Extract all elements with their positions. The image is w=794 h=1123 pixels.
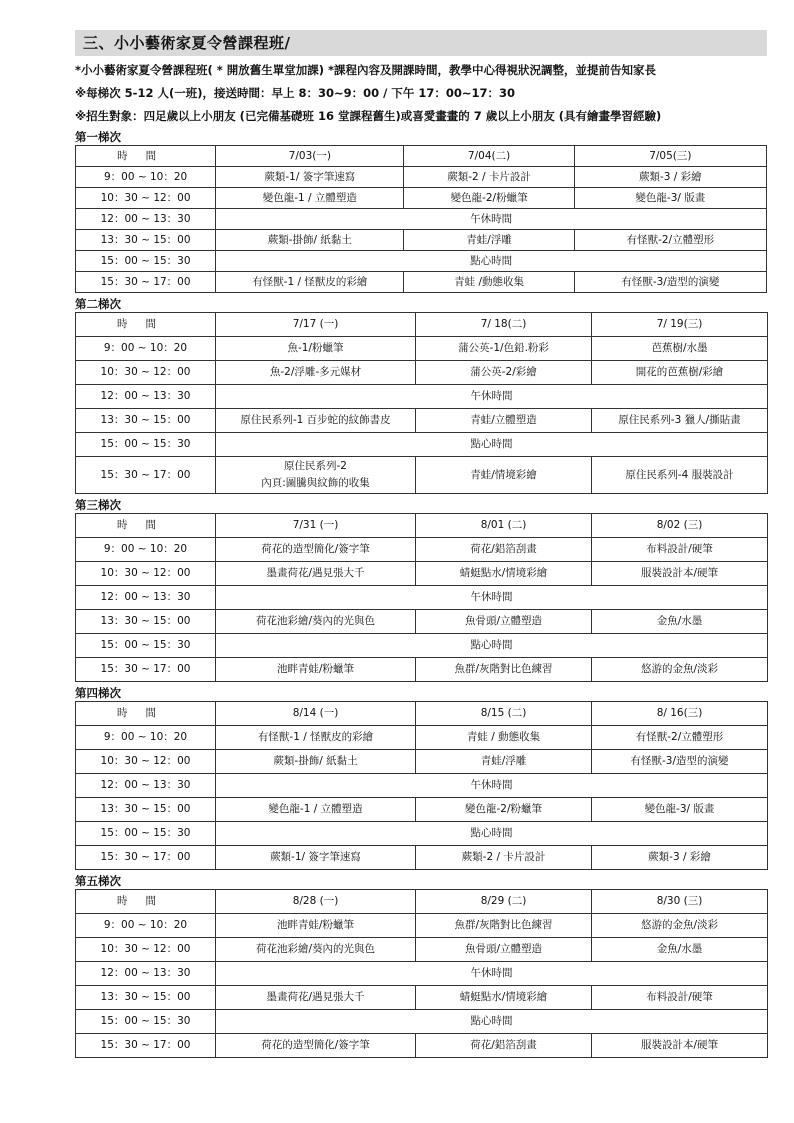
class-cell: 墨畫荷花/遇見張大千 [216, 562, 416, 586]
time-slot: 15：30 ~ 17：00 [76, 846, 216, 870]
class-cell: 魚群/灰階對比色練習 [416, 914, 592, 938]
class-cell: 青蛙/立體塑造 [416, 409, 592, 433]
tier-label: 第一梯次 [75, 130, 121, 144]
table-row [76, 586, 768, 610]
table-row [76, 798, 768, 822]
class-cell: 金魚/水墨 [592, 610, 768, 634]
date-column-header: 8/15 (二) [416, 702, 592, 726]
class-cell: 蕨類-3 / 彩繪 [574, 167, 766, 188]
time-slot: 10：30 ~ 12：00 [76, 361, 216, 385]
break-cell: 午休時間 [216, 962, 768, 986]
note-line: *小小藝術家夏令營課程班( * 開放舊生單堂加課) *課程內容及開課時間，教學中心得視狀況調整，並提前告知家長 [75, 63, 657, 77]
class-cell: 金魚/水墨 [592, 938, 768, 962]
date-column-header: 7/17 (一) [216, 313, 416, 337]
tier-label: 第三梯次 [75, 498, 121, 512]
date-column-header: 8/28 (一) [216, 890, 416, 914]
time-slot: 9：00 ~ 10：20 [76, 337, 216, 361]
break-cell: 午休時間 [216, 774, 768, 798]
schedule-table [75, 701, 768, 870]
time-slot: 10：30 ~ 12：00 [76, 750, 216, 774]
class-cell: 荷花池彩繪/葵內的光與色 [216, 938, 416, 962]
table-row [76, 188, 767, 209]
table-header-row [76, 313, 768, 337]
class-cell: 荷花/鋁箔刮畫 [416, 538, 592, 562]
time-slot: 13：30 ~ 15：00 [76, 230, 216, 251]
class-cell: 有怪獸-1 / 怪獸皮的彩繪 [216, 726, 416, 750]
class-cell: 原住民系列-4 服裝設計 [592, 457, 768, 494]
class-cell: 魚-1/粉蠟筆 [216, 337, 416, 361]
time-column-header: 時間 [76, 514, 216, 538]
table-header-row [76, 702, 768, 726]
class-cell: 荷花的造型簡化/簽字筆 [216, 1034, 416, 1058]
class-cell: 池畔青蛙/粉蠟筆 [216, 914, 416, 938]
schedule-table [75, 145, 767, 293]
table-header-row [76, 890, 768, 914]
class-cell [216, 457, 416, 494]
class-cell: 服裝設計本/硬筆 [592, 1034, 768, 1058]
time-slot: 10：30 ~ 12：00 [76, 938, 216, 962]
time-slot: 13：30 ~ 15：00 [76, 798, 216, 822]
class-cell: 蜻蜓點水/情境彩繪 [416, 562, 592, 586]
class-cell: 青蛙/浮雕 [404, 230, 574, 251]
table-row [76, 1034, 768, 1058]
class-cell: 蕨類-1/ 簽字筆速寫 [216, 167, 404, 188]
class-cell: 變色龍-1 / 立體塑造 [216, 188, 404, 209]
table-header-row [76, 146, 767, 167]
break-cell: 午休時間 [216, 209, 767, 230]
class-cell: 青蛙/浮雕 [416, 750, 592, 774]
class-cell: 變色龍-3/ 版畫 [592, 798, 768, 822]
time-slot: 13：30 ~ 15：00 [76, 610, 216, 634]
break-cell: 點心時間 [216, 1010, 768, 1034]
class-cell: 原住民系列-1 百步蛇的紋飾書皮 [216, 409, 416, 433]
class-cell: 荷花的造型簡化/簽字筆 [216, 538, 416, 562]
class-cell: 蕨類-3 / 彩繪 [592, 846, 768, 870]
table-row [76, 726, 768, 750]
date-column-header: 8/ 16(三) [592, 702, 768, 726]
date-column-header: 7/ 18(二) [416, 313, 592, 337]
date-column-header: 7/31 (一) [216, 514, 416, 538]
table-row [76, 610, 768, 634]
time-slot: 13：30 ~ 15：00 [76, 986, 216, 1010]
date-column-header: 7/05(三) [574, 146, 766, 167]
time-slot: 9：00 ~ 10：20 [76, 726, 216, 750]
class-cell: 荷花池彩繪/葵內的光與色 [216, 610, 416, 634]
date-column-header: 7/03(一) [216, 146, 404, 167]
table-row [76, 750, 768, 774]
time-column-header: 時間 [76, 146, 216, 167]
note-line: ※每梯次 5-12 人(一班)，接送時間：早上 8：30~9：00 / 下午 17：00~17：30 [75, 86, 515, 100]
class-cell: 布料設計/硬筆 [592, 986, 768, 1010]
class-cell: 蒲公英-1/色鉛.粉彩 [416, 337, 592, 361]
class-cell: 蒲公英-2/彩繪 [416, 361, 592, 385]
table-row [76, 361, 768, 385]
date-column-header: 8/29 (二) [416, 890, 592, 914]
note-line: ※招生對象：四足歲以上小朋友 (已完備基礎班 16 堂課程舊生)或喜愛畫畫的 7 歲以上小朋友 (具有繪畫學習經驗) [75, 109, 662, 123]
class-cell: 服裝設計本/硬筆 [592, 562, 768, 586]
table-row [76, 337, 768, 361]
schedule-table [75, 513, 768, 682]
table-row [76, 409, 768, 433]
section-title: 三、小小藝術家夏令營課程班/ [75, 30, 767, 56]
break-cell: 點心時間 [216, 634, 768, 658]
time-column-header: 時間 [76, 313, 216, 337]
class-cell: 青蛙 / 動態收集 [416, 726, 592, 750]
table-row [76, 634, 768, 658]
time-slot: 15：30 ~ 17：00 [76, 658, 216, 682]
document-page [75, 30, 767, 1058]
tier-label: 第四梯次 [75, 686, 121, 700]
time-slot: 15：30 ~ 17：00 [76, 457, 216, 494]
class-cell: 魚-2/浮雕-多元媒材 [216, 361, 416, 385]
break-cell: 點心時間 [216, 433, 768, 457]
time-slot: 15：00 ~ 15：30 [76, 251, 216, 272]
table-row [76, 538, 768, 562]
table-row [76, 457, 768, 494]
table-row [76, 167, 767, 188]
class-cell: 變色龍-3/ 版畫 [574, 188, 766, 209]
class-cell: 有怪獸-1 / 怪獸皮的彩繪 [216, 272, 404, 293]
time-slot: 12：00 ~ 13：30 [76, 962, 216, 986]
class-cell: 魚骨頭/立體塑造 [416, 938, 592, 962]
class-cell: 變色龍-1 / 立體塑造 [216, 798, 416, 822]
table-row [76, 962, 768, 986]
class-cell: 青蛙 /動態收集 [404, 272, 574, 293]
class-cell: 有怪獸-2/立體塑形 [592, 726, 768, 750]
table-row [76, 1010, 768, 1034]
table-row [76, 846, 768, 870]
time-slot: 10：30 ~ 12：00 [76, 188, 216, 209]
table-row [76, 822, 768, 846]
class-cell: 荷花/鋁箔刮畫 [416, 1034, 592, 1058]
class-cell: 蕨類-1/ 簽字筆速寫 [216, 846, 416, 870]
time-slot: 9：00 ~ 10：20 [76, 538, 216, 562]
break-cell: 午休時間 [216, 586, 768, 610]
table-row [76, 658, 768, 682]
date-column-header: 7/04(二) [404, 146, 574, 167]
table-row [76, 251, 767, 272]
time-slot: 15：30 ~ 17：00 [76, 272, 216, 293]
class-cell: 青蛙/情境彩繪 [416, 457, 592, 494]
class-cell: 蕨類-2 / 卡片設計 [404, 167, 574, 188]
date-column-header: 7/ 19(三) [592, 313, 768, 337]
table-row [76, 774, 768, 798]
table-row [76, 272, 767, 293]
date-column-header: 8/14 (一) [216, 702, 416, 726]
schedule-tiers [75, 129, 767, 1058]
time-slot: 9：00 ~ 10：20 [76, 167, 216, 188]
class-cell: 有怪獸-2/立體塑形 [574, 230, 766, 251]
class-cell: 變色龍-2/粉蠟筆 [404, 188, 574, 209]
table-row [76, 562, 768, 586]
class-cell: 墨畫荷花/遇見張大千 [216, 986, 416, 1010]
date-column-header: 8/01 (二) [416, 514, 592, 538]
table-row [76, 385, 768, 409]
table-row [76, 230, 767, 251]
break-cell: 午休時間 [216, 385, 768, 409]
time-slot: 15：00 ~ 15：30 [76, 1010, 216, 1034]
table-row [76, 986, 768, 1010]
date-column-header: 8/30 (三) [592, 890, 768, 914]
time-column-header: 時間 [76, 702, 216, 726]
class-cell: 開花的芭蕉樹/彩繪 [592, 361, 768, 385]
time-slot: 9：00 ~ 10：20 [76, 914, 216, 938]
time-slot: 12：00 ~ 13：30 [76, 385, 216, 409]
break-cell: 點心時間 [216, 822, 768, 846]
class-cell-line: 原住民系列-2 [284, 460, 347, 472]
class-cell: 有怪獸-3/造型的演變 [592, 750, 768, 774]
class-cell: 變色龍-2/粉蠟筆 [416, 798, 592, 822]
class-cell: 悠游的金魚/淡彩 [592, 914, 768, 938]
class-cell: 有怪獸-3/造型的演變 [574, 272, 766, 293]
class-cell: 魚骨頭/立體塑造 [416, 610, 592, 634]
date-column-header: 8/02 (三) [592, 514, 768, 538]
class-cell-line: 內頁:圖騰與紋飾的收集 [261, 477, 370, 489]
table-row [76, 433, 768, 457]
break-cell: 點心時間 [216, 251, 767, 272]
class-cell: 原住民系列-3 獵人/撕貼畫 [592, 409, 768, 433]
time-slot: 13：30 ~ 15：00 [76, 409, 216, 433]
class-cell: 魚群/灰階對比色練習 [416, 658, 592, 682]
time-slot: 15：00 ~ 15：30 [76, 822, 216, 846]
time-slot: 10：30 ~ 12：00 [76, 562, 216, 586]
class-cell: 芭蕉樹/水墨 [592, 337, 768, 361]
schedule-table [75, 312, 768, 494]
class-cell: 悠游的金魚/淡彩 [592, 658, 768, 682]
schedule-table [75, 889, 768, 1058]
class-cell: 池畔青蛙/粉蠟筆 [216, 658, 416, 682]
time-column-header: 時間 [76, 890, 216, 914]
time-slot: 15：00 ~ 15：30 [76, 634, 216, 658]
table-row [76, 938, 768, 962]
class-cell: 蕨類-掛飾/ 紙黏土 [216, 230, 404, 251]
time-slot: 15：00 ~ 15：30 [76, 433, 216, 457]
time-slot: 12：00 ~ 13：30 [76, 209, 216, 230]
tier-label: 第二梯次 [75, 297, 121, 311]
class-cell: 蕨類-掛飾/ 紙黏土 [216, 750, 416, 774]
table-row [76, 209, 767, 230]
table-row [76, 914, 768, 938]
tier-label: 第五梯次 [75, 874, 121, 888]
time-slot: 12：00 ~ 13：30 [76, 774, 216, 798]
class-cell: 布料設計/硬筆 [592, 538, 768, 562]
class-cell: 蜻蜓點水/情境彩繪 [416, 986, 592, 1010]
table-header-row [76, 514, 768, 538]
time-slot: 15：30 ~ 17：00 [76, 1034, 216, 1058]
class-cell: 蕨類-2 / 卡片設計 [416, 846, 592, 870]
time-slot: 12：00 ~ 13：30 [76, 586, 216, 610]
